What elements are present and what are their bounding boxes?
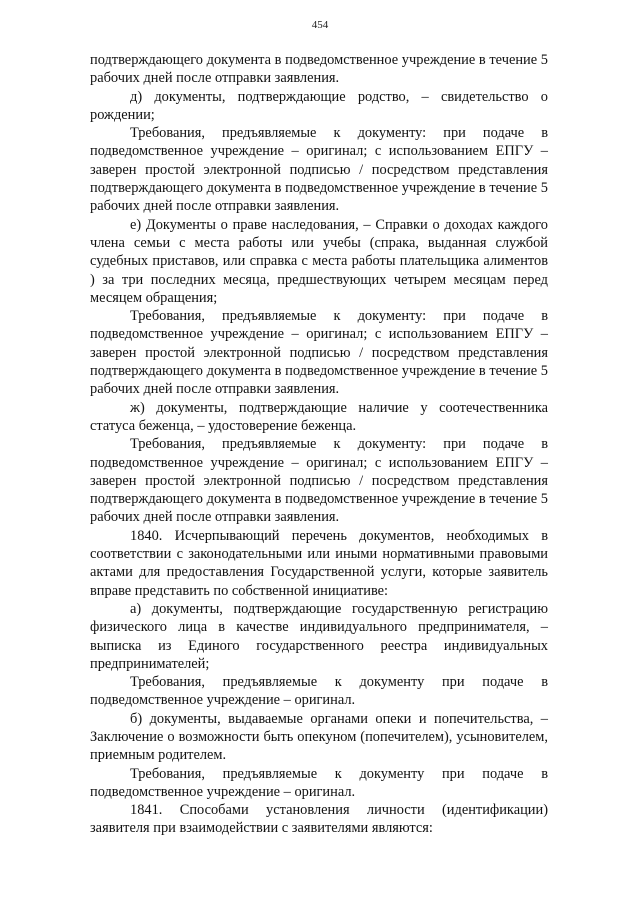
paragraph-item-d: д) документы, подтверждающие родство, – свидетельство о рождении; xyxy=(90,88,548,123)
paragraph-requirements: Требования, предъявляемые к документу: при подаче в подведомственное учреждение – оригинал; с использованием ЕПГУ – заверен простой электронной подписью / посредством представления подтверждающего документа в подведомственное учреждение в течение 5 рабочих дней после отправки заявления. xyxy=(90,125,548,215)
paragraph-requirements: Требования, предъявляемые к документу: при подаче в подведомственное учреждение – оригинал; с использованием ЕПГУ – заверен простой электронной подписью / посредством представления подтверждающего документа в подведомственное учреждение в течение 5 рабочих дней после отправки заявления. xyxy=(90,308,548,398)
paragraph-item-a: а) документы, подтверждающие государственную регистрацию физического лица в качестве индивидуального предпринимателя, – выписка из Единого государственного реестра индивидуальных предпринимателей; xyxy=(90,600,548,672)
paragraph-item-zh: ж) документы, подтверждающие наличие у соотечественника статуса беженца, – удостоверение беженца. xyxy=(90,399,548,434)
paragraph-requirements: Требования, предъявляемые к документу при подаче в подведомственное учреждение – оригинал. xyxy=(90,765,548,800)
document-body xyxy=(90,51,548,838)
paragraph-clause-1840: 1840. Исчерпывающий перечень документов, необходимых в соответствии с законодательными или иными нормативными правовыми актами для предоставления Государственной услуги, которые заявитель вправе представить по собственной инициативе: xyxy=(90,527,548,599)
page-number: 454 xyxy=(311,19,329,31)
paragraph-clause-1841: 1841. Способами установления личности (идентификации) заявителя при взаимодействии с заявителями являются: xyxy=(90,802,548,837)
paragraph-requirements: Требования, предъявляемые к документу: при подаче в подведомственное учреждение – оригинал; с использованием ЕПГУ – заверен простой электронной подписью / посредством представления подтверждающего документа в подведомственное учреждение в течение 5 рабочих дней после отправки заявления. xyxy=(90,436,548,526)
paragraph-continuation: подтверждающего документа в подведомственное учреждение в течение 5 рабочих дней после отправки заявления. xyxy=(90,52,548,87)
paragraph-item-b: б) документы, выдаваемые органами опеки и попечительства, – Заключение о возможности быть опекуном (попечителем), усыновителем, приемным родителем. xyxy=(90,710,548,764)
paragraph-item-e: е) Документы о праве наследования, – Справки о доходах каждого члена семьи с места работы или учебы (спрака, выданная службой судебных приставов, или справка с места работы плательщика алиментов ) за три последних месяца, предшествующих четырем месяцам перед месяцем обращения; xyxy=(90,216,548,306)
paragraph-requirements: Требования, предъявляемые к документу при подаче в подведомственное учреждение – оригинал. xyxy=(90,674,548,709)
